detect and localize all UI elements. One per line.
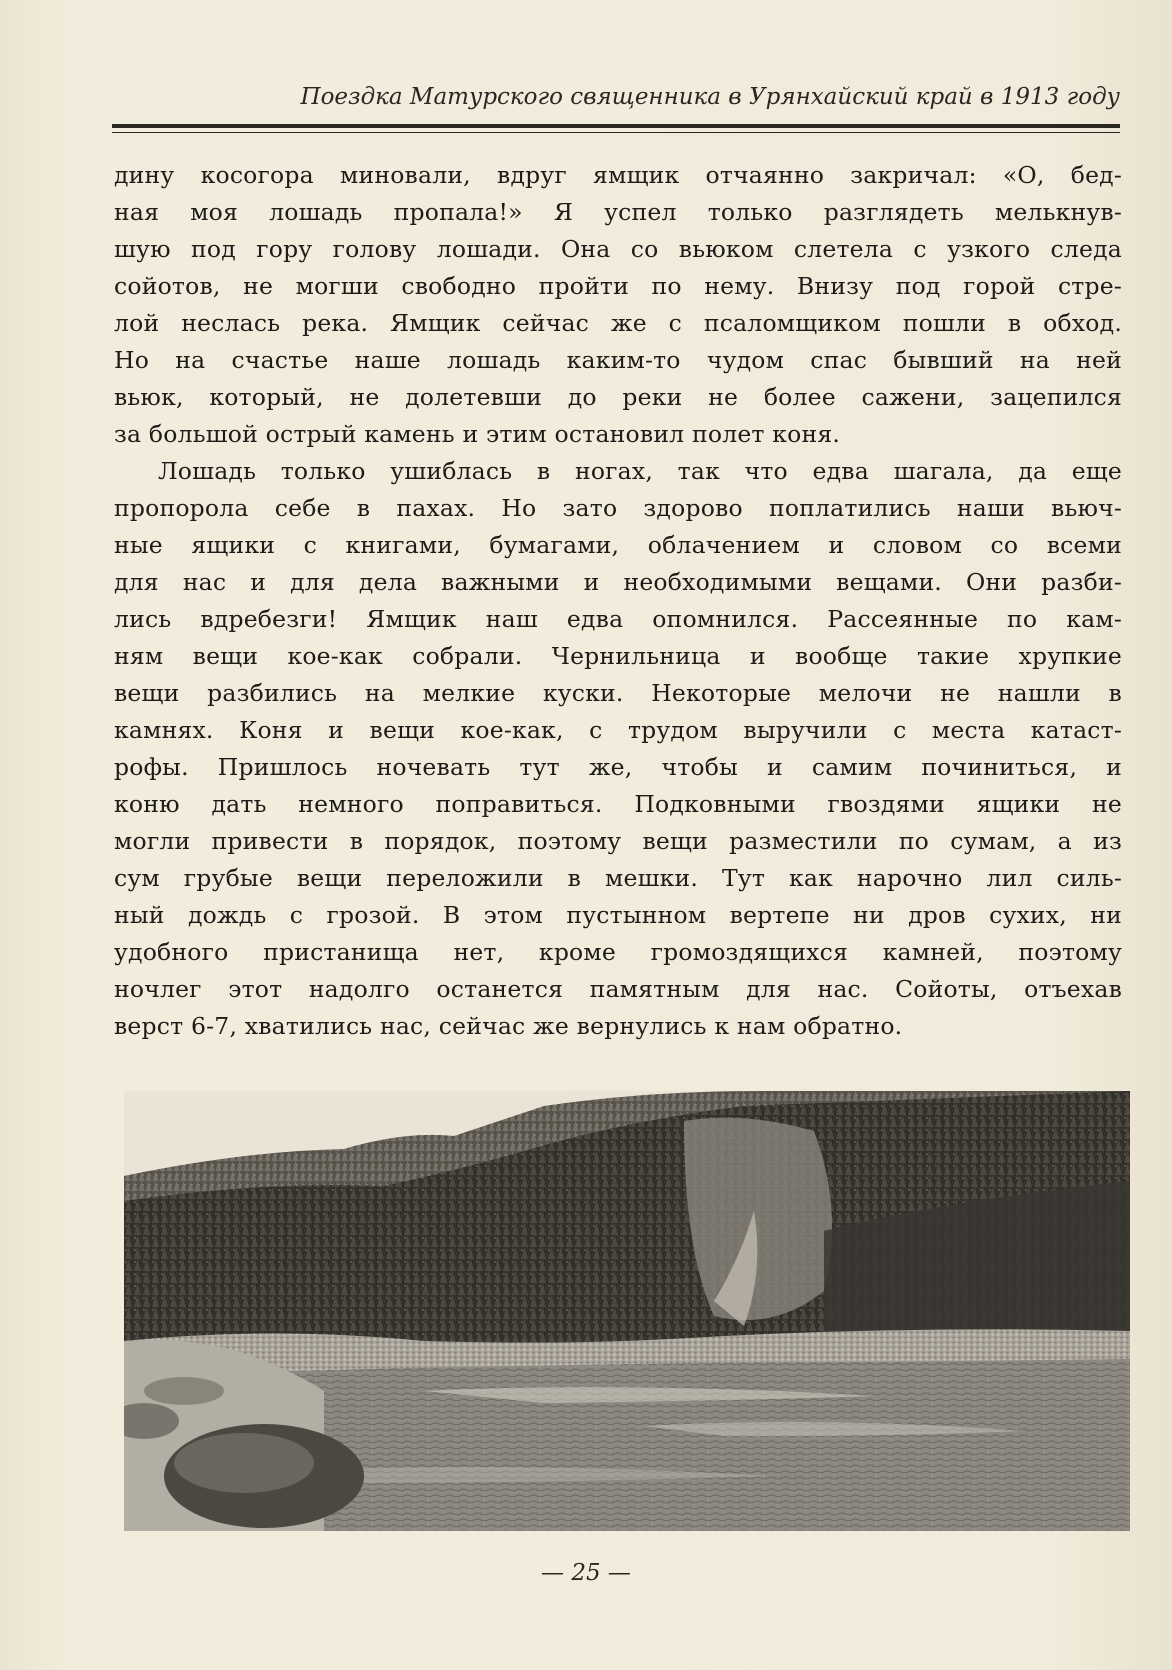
text-line: верст 6-7, хватились нас, сейчас же вернулись к нам обратно. (114, 1012, 903, 1040)
text-line: могли привести в порядок, поэтому вещи разместили по сумам, а из (114, 827, 1122, 855)
text-line: ням вещи кое-как собрали. Чернильница и вообще такие хрупкие (114, 642, 1122, 670)
text-line: Лошадь только ушиблась в ногах, так что едва шагала, да еще (158, 457, 1122, 485)
text-line: Но на счастье наше лошадь каким-то чудом спас бывший на ней (114, 346, 1122, 374)
text-line: вещи разбились на мелкие куски. Некоторые мелочи не нашли в (114, 679, 1122, 707)
text-line: вьюк, который, не долетевши до реки не более сажени, зацепился (114, 383, 1122, 411)
body-text (114, 157, 1122, 1045)
text-line: ные ящики с книгами, бумагами, облачением и словом со всеми (114, 531, 1122, 559)
text-line: коню дать немного поправиться. Подковными гвоздями ящики не (114, 790, 1122, 818)
running-header-title: Поездка Матурского священника в Урянхайский край в 1913 году (300, 84, 1120, 110)
text-line: шую под гору голову лошади. Она со вьюком слетела с узкого следа (114, 235, 1122, 263)
text-line: ная моя лошадь пропала!» Я успел только разглядеть мелькнув- (114, 198, 1122, 226)
text-line: рофы. Пришлось ночевать тут же, чтобы и самим починиться, и (114, 753, 1122, 781)
river-landscape-photo (124, 1091, 1130, 1531)
header-rule-thin (112, 132, 1120, 133)
text-line: сум грубые вещи переложили в мешки. Тут как нарочно лил силь- (114, 864, 1122, 892)
page-number: — 25 — (541, 1560, 631, 1586)
text-line: дину косогора миновали, вдруг ямщик отчаянно закричал: «О, бед- (114, 161, 1122, 189)
text-line: ночлег этот надолго останется памятным для нас. Сойоты, отъехав (114, 975, 1122, 1003)
text-line: для нас и для дела важными и необходимыми вещами. Они разби- (114, 568, 1122, 596)
text-line: камнях. Коня и вещи кое-как, с трудом выручили с места катаст- (114, 716, 1122, 744)
header-rule-thick (112, 124, 1120, 128)
text-line: удобного пристанища нет, кроме громоздящихся камней, поэтому (114, 938, 1122, 966)
text-line: ный дождь с грозой. В этом пустынном вертепе ни дров сухих, ни (114, 901, 1122, 929)
text-line: лись вдребезги! Ямщик наш едва опомнился. Рассеянные по кам- (114, 605, 1122, 633)
text-line: сойотов, не могши свободно пройти по нему. Внизу под горой стре- (114, 272, 1122, 300)
text-line: лой неслась река. Ямщик сейчас же с псаломщиком пошли в обход. (114, 309, 1122, 337)
text-line: пропорола себе в пахах. Но зато здорово поплатились наши вьюч- (114, 494, 1122, 522)
text-line: за большой острый камень и этим остановил полет коня. (114, 420, 841, 448)
